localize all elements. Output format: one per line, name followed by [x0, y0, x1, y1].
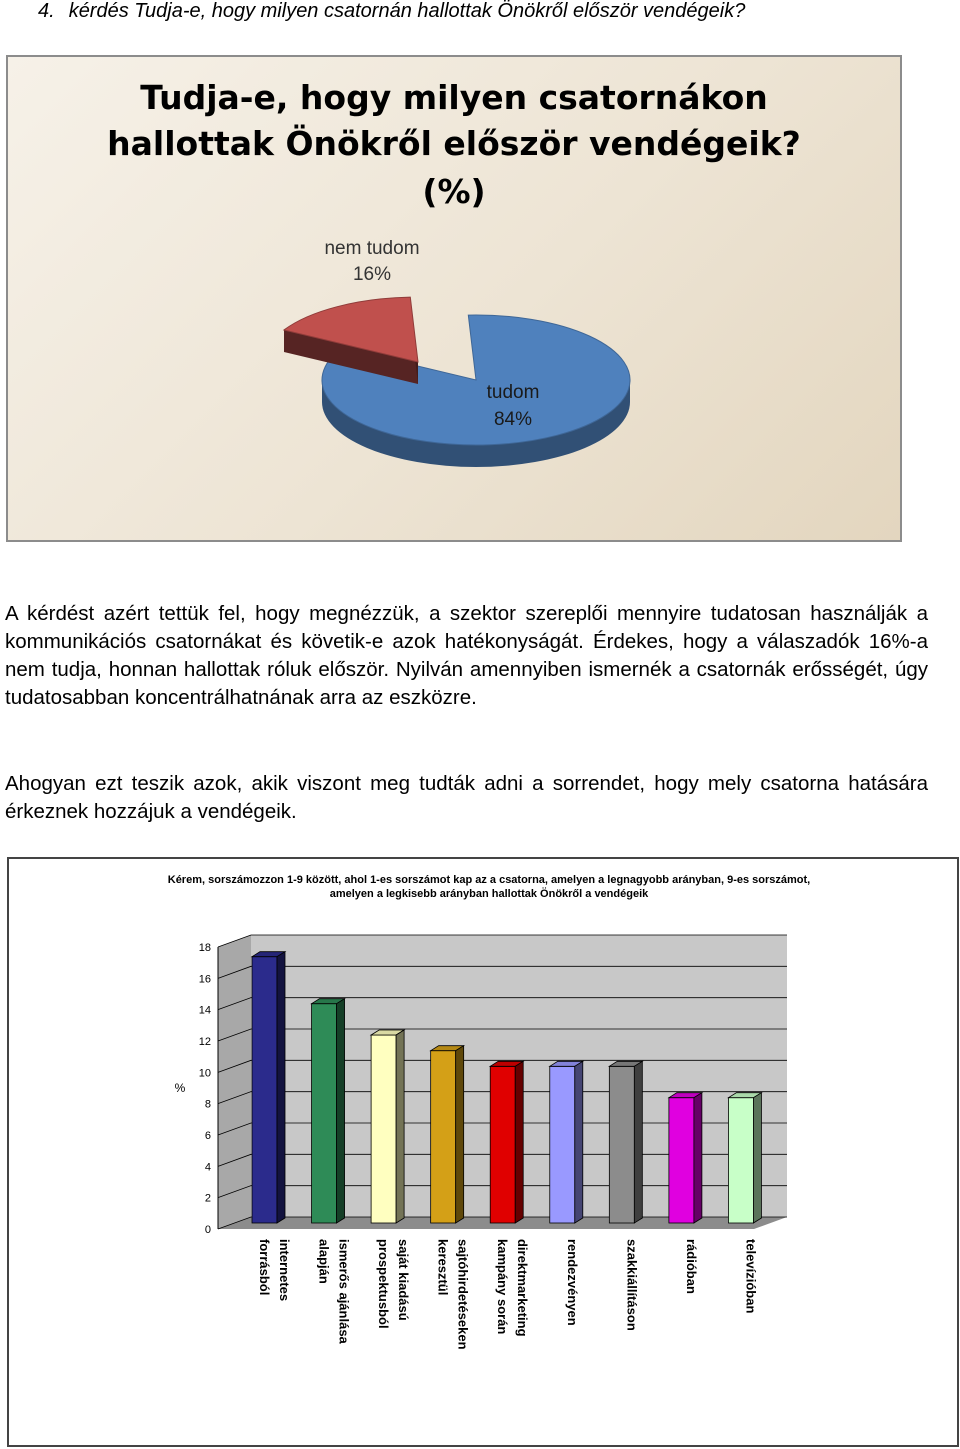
question-text: kérdés Tudja-e, hogy milyen csatornán hallottak Önökről először vendégeik? [68, 0, 746, 22]
bar-y-tick: 8 [204, 1098, 211, 1111]
bar-8 [669, 1093, 702, 1223]
pie-title-line-3: (%) [422, 172, 486, 211]
bar-chart [9, 859, 957, 1445]
pie-value-nem-tudom: 16% [352, 264, 392, 285]
pie-chart [8, 57, 900, 540]
bar-front [490, 1066, 515, 1223]
bar-7 [609, 1061, 642, 1223]
pie-chart-panel [6, 55, 902, 542]
bar-category-label: keresztül [435, 1239, 451, 1296]
bar-y-tick: 0 [204, 1224, 211, 1236]
bar-category-label: prospektusból [376, 1239, 392, 1329]
bar-y-tick: 6 [204, 1130, 211, 1142]
bar-category-label: internetes [277, 1239, 292, 1302]
bar-5 [490, 1061, 523, 1223]
bar-y-tick: 2 [204, 1192, 211, 1205]
bar-front [550, 1066, 575, 1223]
bar-side [277, 952, 285, 1223]
bar-side [575, 1061, 583, 1223]
bar-4 [431, 1046, 464, 1223]
bar-category-label: forrásból [257, 1239, 272, 1296]
bar-category-label: kampány során [495, 1239, 511, 1335]
bar-side [456, 1046, 464, 1223]
bar-side [753, 1093, 761, 1223]
bar-side-wall [218, 935, 251, 1229]
paragraph-1: A kérdést azért tettük fel, hogy megnézzük, a szektor szereplői mennyire tudatosan használják a kommunikációs csatornákat és követik-e azok hatékonyságát. Érdekes, hogy a válaszadók 16%-a nem tudja, honnan hallottak róluk először. Nyilván amennyiben ismernék a csatornák erősségét, úgy tudatosabban koncentrálhatnának arra az eszközre. [5, 602, 928, 709]
bar-front [609, 1066, 634, 1223]
bar-title-line-2: amelyen a legkisebb arányban hallottak Önökről a vendégeik [329, 888, 649, 900]
question-number: 4. [38, 0, 55, 22]
pie-label-nem-tudom: nem tudom [324, 238, 420, 259]
bar-category-label: sajtóhirdetéseken [455, 1239, 471, 1350]
bar-1 [252, 952, 285, 1223]
bar-y-axis-label: % [174, 1081, 186, 1095]
bar-side [515, 1061, 523, 1223]
bar-category-label: rendezvényen [564, 1239, 580, 1326]
bar-category-label: ismerős ajánlása [336, 1239, 352, 1344]
bar-y-tick: 10 [198, 1067, 211, 1080]
bar-side [337, 999, 345, 1223]
pie-label-tudom: tudom [486, 382, 540, 403]
bar-3 [371, 1030, 404, 1223]
bar-y-tick: 12 [198, 1036, 211, 1048]
bar-category-label: saját kiadású [396, 1239, 412, 1321]
bar-y-tick: 16 [198, 973, 211, 986]
bar-front [312, 1004, 337, 1223]
pie-title-line-1: Tudja-e, hogy milyen csatornákon [140, 78, 768, 117]
bar-category-label: televízióban [743, 1239, 759, 1314]
bar-2 [312, 999, 345, 1223]
bar-y-tick: 18 [198, 942, 211, 954]
pie-value-tudom: 84% [493, 409, 533, 430]
bar-category-label: rádióban [683, 1239, 699, 1294]
bar-y-tick: 4 [204, 1161, 211, 1174]
bar-category-label: alapján [316, 1239, 332, 1284]
bar-front [252, 957, 277, 1223]
bar-chart-panel [7, 857, 959, 1447]
bar-title-line-1: Kérem, sorszámozzon 1-9 között, ahol 1-es sorszámot kap az a csatorna, amelyen a legnagyobb arányban, 9-es sorszámot, [167, 874, 811, 886]
question-heading [38, 0, 745, 23]
bar-side [396, 1030, 404, 1223]
bar-category-label: direktmarketing [515, 1239, 531, 1337]
bar-6 [550, 1061, 583, 1223]
pie-title-line-2: hallottak Önökről először vendégeik? [107, 124, 801, 163]
bar-side [694, 1093, 702, 1223]
bar-9 [728, 1093, 761, 1223]
paragraph-2: Ahogyan ezt teszik azok, akik viszont meg tudták adni a sorrendet, hogy mely csatorna hatására érkeznek hozzájuk a vendégeik. [5, 772, 928, 823]
bar-category-label: szakkiállításon [624, 1239, 640, 1331]
bar-y-tick: 14 [198, 1004, 211, 1017]
bar-front [371, 1035, 396, 1223]
bar-front [669, 1098, 694, 1223]
bar-front [431, 1051, 456, 1223]
bar-front [728, 1098, 753, 1223]
bar-side [634, 1061, 642, 1223]
